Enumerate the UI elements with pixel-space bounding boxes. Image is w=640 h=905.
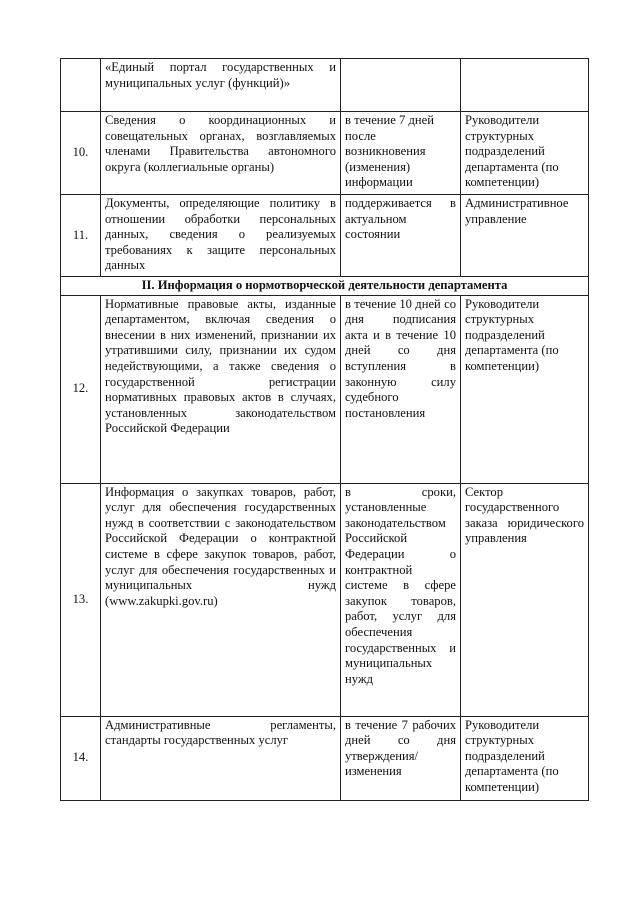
term-cell: в течение 10 дней со дня подписания акта и в течение 10 дней со дня вступления в законную силу судебного постановления [341,295,461,483]
table-row [61,295,589,483]
term-cell [341,59,461,112]
section-title: II. Информация о нормотворческой деятельности департамента [61,277,589,296]
row-number: 10. [61,112,101,195]
term-cell: в течение 7 рабочих дней со дня утверждения/изменения [341,716,461,800]
responsible-cell: Руководители структурных подразделений департамента (по компетенции) [461,295,589,483]
document-cell: Информация о закупках товаров, работ, услуг для обеспечения государственных нужд в соответствии с законодательством Российской Федерации о контрактной системе в сфере закупок товаров, работ, услуг для обеспечения государственных и муниципальных нужд (www.zakupki.gov.ru) [101,483,341,716]
table-row [61,59,589,112]
responsible-cell: Руководители структурных подразделений департамента (по компетенции) [461,716,589,800]
term-cell: поддерживается в актуальном состоянии [341,195,461,277]
responsible-cell: Административное управление [461,195,589,277]
table-row [61,195,589,277]
row-number: 14. [61,716,101,800]
table-row [61,112,589,195]
document-cell: Документы, определяющие политику в отношении обработки персональных данных, сведения о реализуемых требованиях к защите персональных данных [101,195,341,277]
table-row [61,716,589,800]
row-number: 12. [61,295,101,483]
document-cell: Административные регламенты, стандарты государственных услуг [101,716,341,800]
term-cell: в сроки, установленные законодательством Российской Федерации о контрактной системе в сфере закупок товаров, работ, услуг для обеспечения государственных и муниципальных нужд [341,483,461,716]
document-cell: Нормативные правовые акты, изданные департаментом, включая сведения о внесении в них изменений, признании их утратившими силу, признании их судом недействующими, а также сведения о государственной регистрации нормативных правовых актов в случаях, установленных законодательством Российской Федерации [101,295,341,483]
document-table [60,58,589,801]
row-number [61,59,101,112]
responsible-cell [461,59,589,112]
term-cell: в течение 7 дней после возникновения (изменения) информации [341,112,461,195]
row-number: 11. [61,195,101,277]
document-cell: «Единый портал государственных и муниципальных услуг (функций)» [101,59,341,112]
section-header-row [61,277,589,296]
responsible-cell: Сектор государственного заказа юридического управления [461,483,589,716]
row-number: 13. [61,483,101,716]
table-row [61,483,589,716]
document-cell: Сведения о координационных и совещательных органах, возглавляемых членами Правительства автономного округа (коллегиальные органы) [101,112,341,195]
responsible-cell: Руководители структурных подразделений департамента (по компетенции) [461,112,589,195]
